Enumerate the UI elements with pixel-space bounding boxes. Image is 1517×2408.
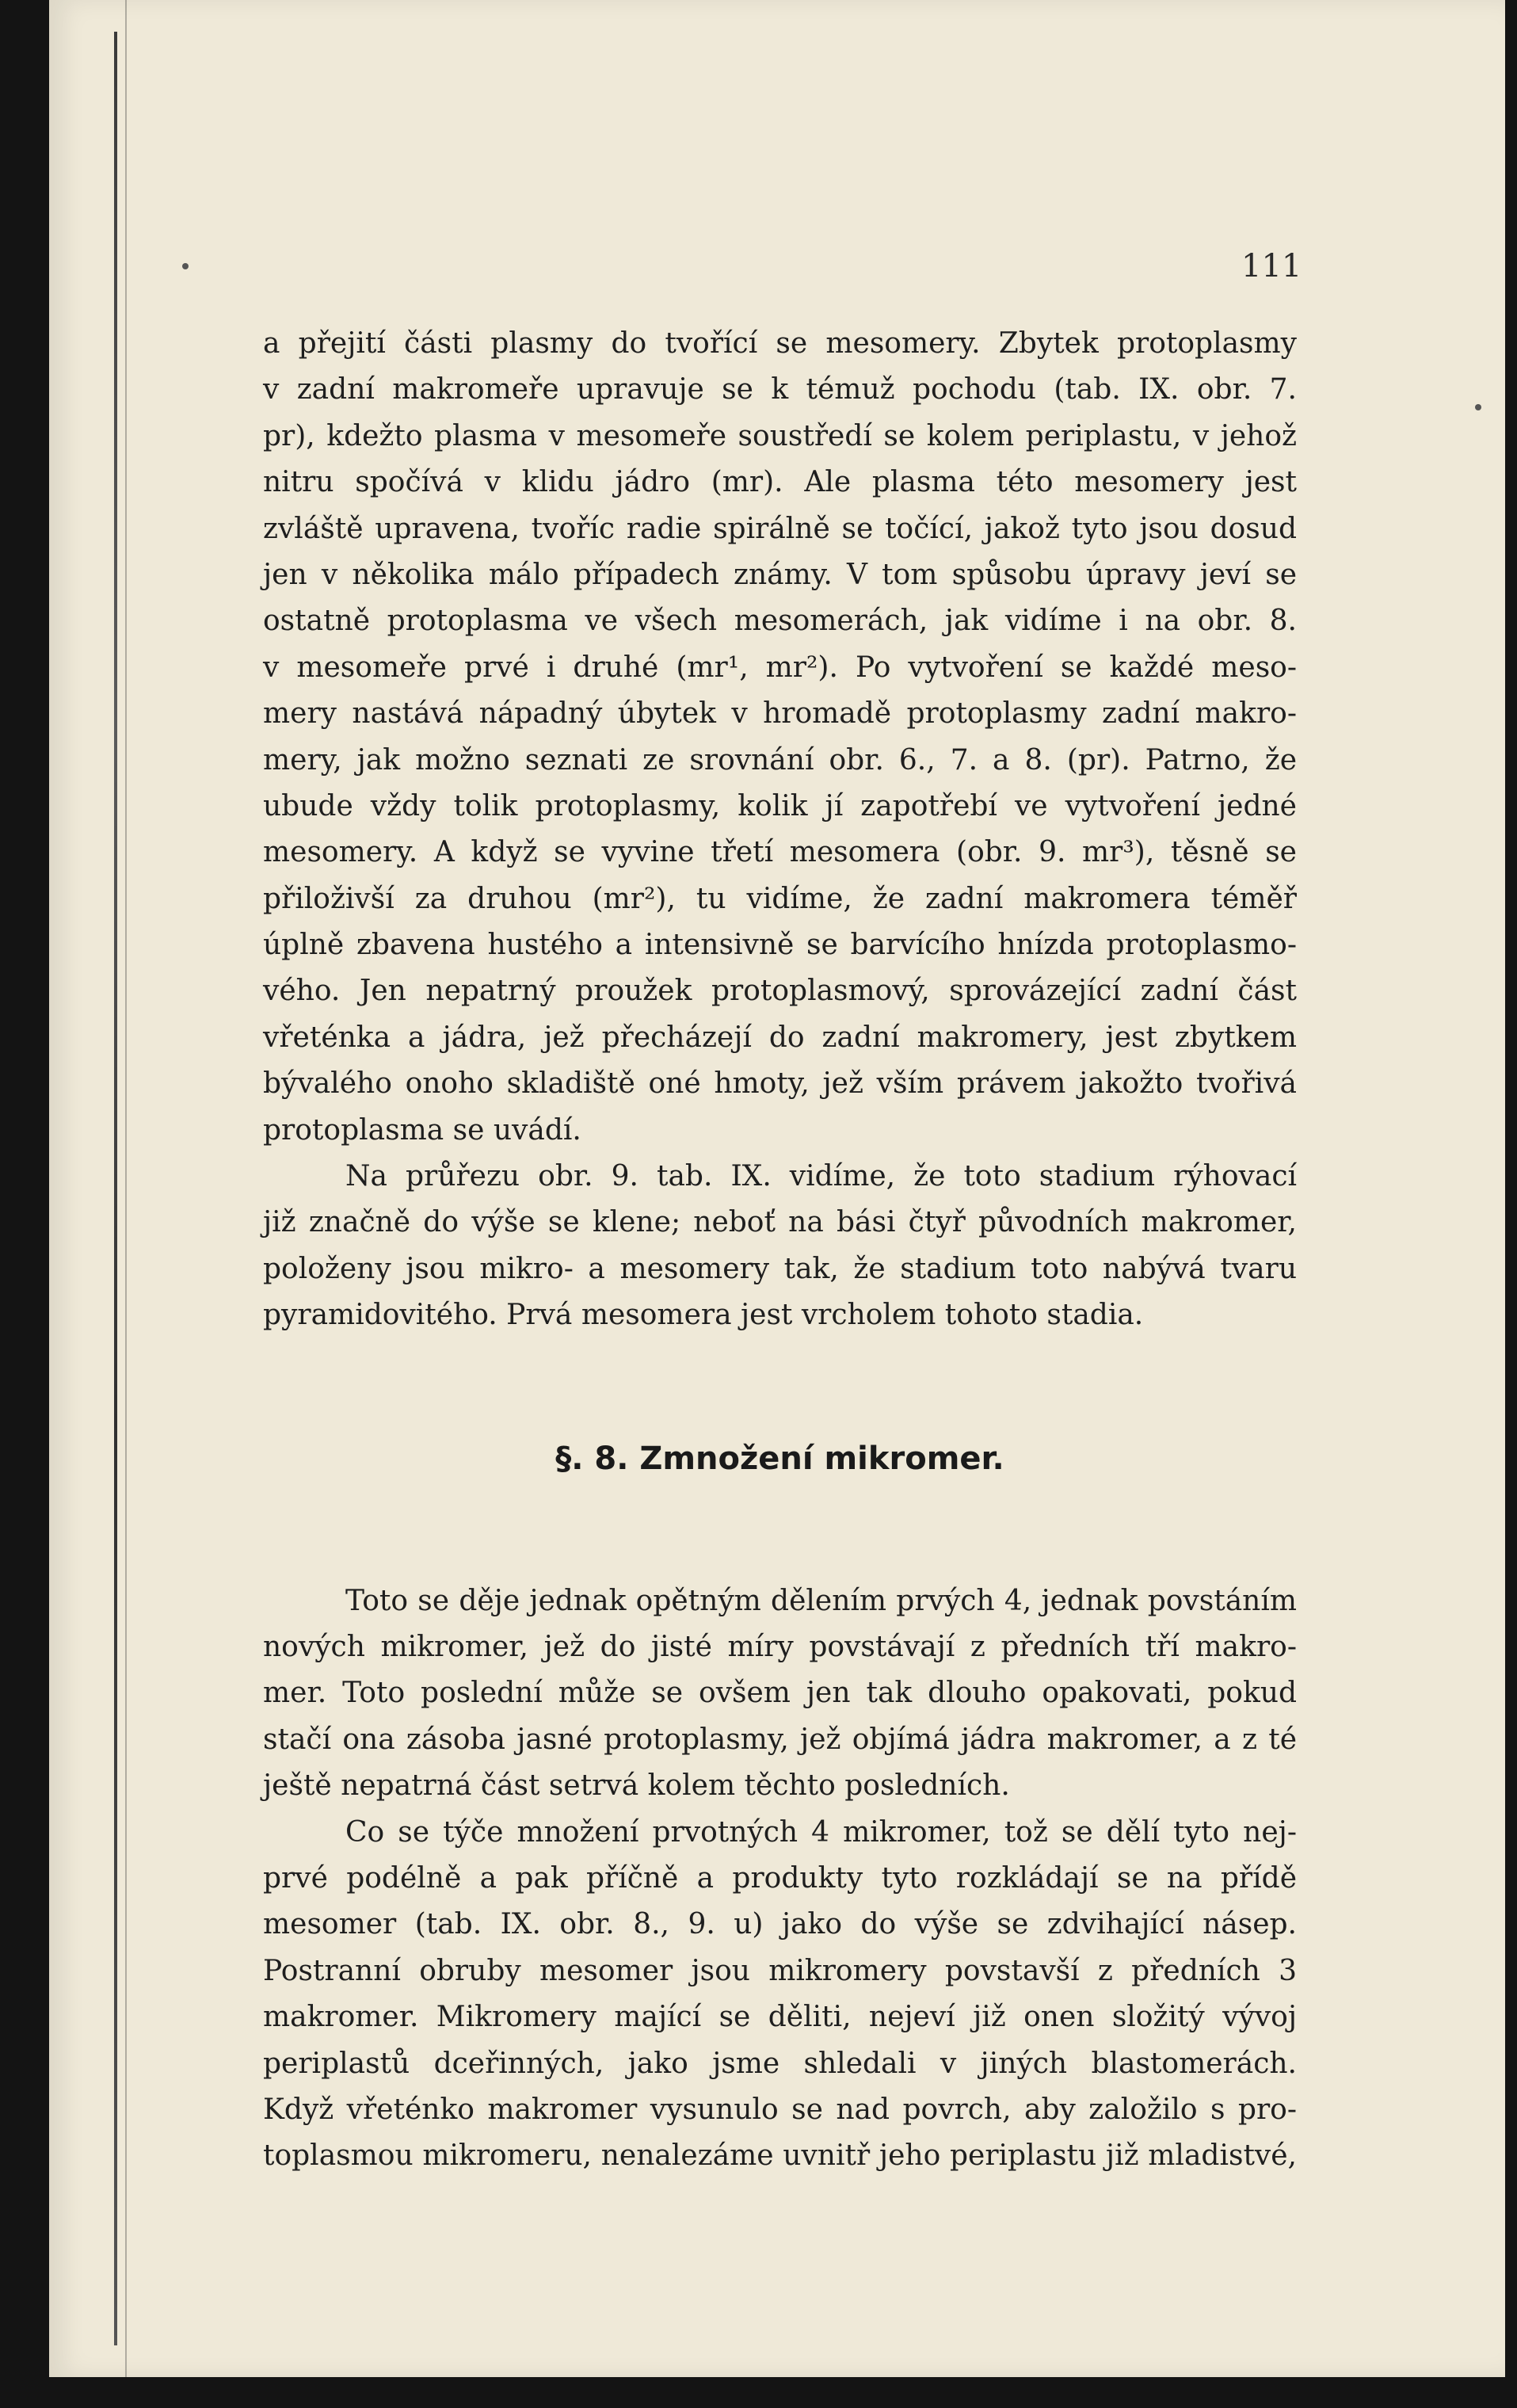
text-line: periplastů dceřinných, jako jsme shledali v jiných blastomerách. (263, 2047, 1297, 2080)
text-line: jen v několika málo případech známy. V tom spůsobu úpravy jeví se (263, 558, 1297, 591)
text-line: Toto se děje jednak opětným dělením prvých 4, jednak povstáním (345, 1584, 1297, 1617)
text-line: Na průřezu obr. 9. tab. IX. vidíme, že toto stadium rýhovací (345, 1160, 1297, 1193)
text-line: ještě nepatrná část setrvá kolem těchto posledních. (263, 1769, 1010, 1803)
text-line: mery nastává nápadný úbytek v hromadě protoplasmy zadní makro- (263, 697, 1297, 731)
text-line: toplasmou mikromeru, nenalezáme uvnitř jeho periplastu již mladistvé, (263, 2139, 1297, 2173)
page-number: 111 (1241, 248, 1302, 284)
text-line: mesomer (tab. IX. obr. 8., 9. u) jako do výše se zdvihající násep. (263, 1908, 1297, 1941)
text-line: protoplasma se uvádí. (263, 1113, 581, 1147)
paragraph-1 (263, 321, 1297, 1154)
text-line: Co se týče množení prvotných 4 mikromer, tož se dělí tyto nej- (345, 1815, 1297, 1849)
text-line: vého. Jen nepatrný proužek protoplasmový, sprovázející zadní část (263, 975, 1297, 1008)
text-line: prvé podélně a pak příčně a produkty tyto rozkládají se na přídě (263, 1861, 1297, 1895)
text-line: mery, jak možno seznati ze srovnání obr. 6., 7. a 8. (pr). Patrno, že (263, 743, 1297, 777)
text-line: v mesomeře prvé i druhé (mr¹, mr²). Po vytvoření se každé meso- (263, 651, 1297, 684)
paragraph-4 (263, 1810, 1297, 2180)
print-speck (182, 263, 189, 269)
text-line: pr), kdežto plasma v mesomeře soustředí se kolem periplastu, v jehož (263, 419, 1297, 452)
binding-edge (114, 32, 117, 2345)
page-body (263, 321, 1297, 2180)
text-line: položeny jsou mikro- a mesomery tak, že stadium toto nabývá tvaru (263, 1252, 1297, 1285)
text-line: Když vřeténko makromer vysunulo se nad povrch, aby založilo s pro- (263, 2093, 1297, 2126)
print-speck (1475, 404, 1481, 410)
binding-shadow (125, 0, 127, 2377)
text-line: Postranní obruby mesomer jsou mikromery povstavší z předních 3 (263, 1954, 1297, 1987)
text-line: makromer. Mikromery mající se děliti, nejeví již onen složitý vývoj (263, 2001, 1297, 2034)
text-line: stačí ona zásoba jasné protoplasmy, jež objímá jádra makromer, a z té (263, 1723, 1297, 1756)
text-line: úplně zbavena hustého a intensivně se barvícího hnízda protoplasmo- (263, 929, 1297, 962)
paragraph-2 (263, 1154, 1297, 1339)
text-line: v zadní makromeře upravuje se k témuž pochodu (tab. IX. obr. 7. (263, 373, 1297, 406)
book-page (49, 0, 1505, 2377)
text-line: pyramidovitého. Prvá mesomera jest vrcholem tohoto stadia. (263, 1299, 1144, 1332)
text-line: mer. Toto poslední může se ovšem jen tak dlouho opakovati, pokud (263, 1677, 1297, 1710)
text-line: nových mikromer, jež do jisté míry povstávají z předních tří makro- (263, 1630, 1297, 1663)
text-line: nitru spočívá v klidu jádro (mr). Ale plasma této mesomery jest (263, 466, 1297, 499)
text-line: již značně do výše se klene; neboť na bási čtyř původních makromer, (263, 1206, 1297, 1239)
text-line: mesomery. A když se vyvine třetí mesomera (obr. 9. mr³), těsně se (263, 836, 1297, 869)
text-line: ostatně protoplasma ve všech mesomerách, jak vidíme i na obr. 8. (263, 605, 1297, 638)
text-line: zvláště upravena, tvoříc radie spirálně se točící, jakož tyto jsou dosud (263, 512, 1297, 545)
text-line: vřeténka a jádra, jež přecházejí do zadní makromery, jest zbytkem (263, 1021, 1297, 1054)
text-line: přiloživší za druhou (mr²), tu vidíme, že zadní makromera téměř (263, 882, 1297, 915)
section-heading: §. 8. Zmnožení mikromer. (555, 1440, 1004, 1477)
text-line: bývalého onoho skladiště oné hmoty, jež vším právem jakožto tvořivá (263, 1067, 1297, 1101)
paragraph-3 (263, 1578, 1297, 1810)
text-line: ubude vždy tolik protoplasmy, kolik jí zapotřebí ve vytvoření jedné (263, 789, 1297, 822)
text-line: a přejití části plasmy do tvořící se mesomery. Zbytek protoplasmy (263, 327, 1297, 360)
